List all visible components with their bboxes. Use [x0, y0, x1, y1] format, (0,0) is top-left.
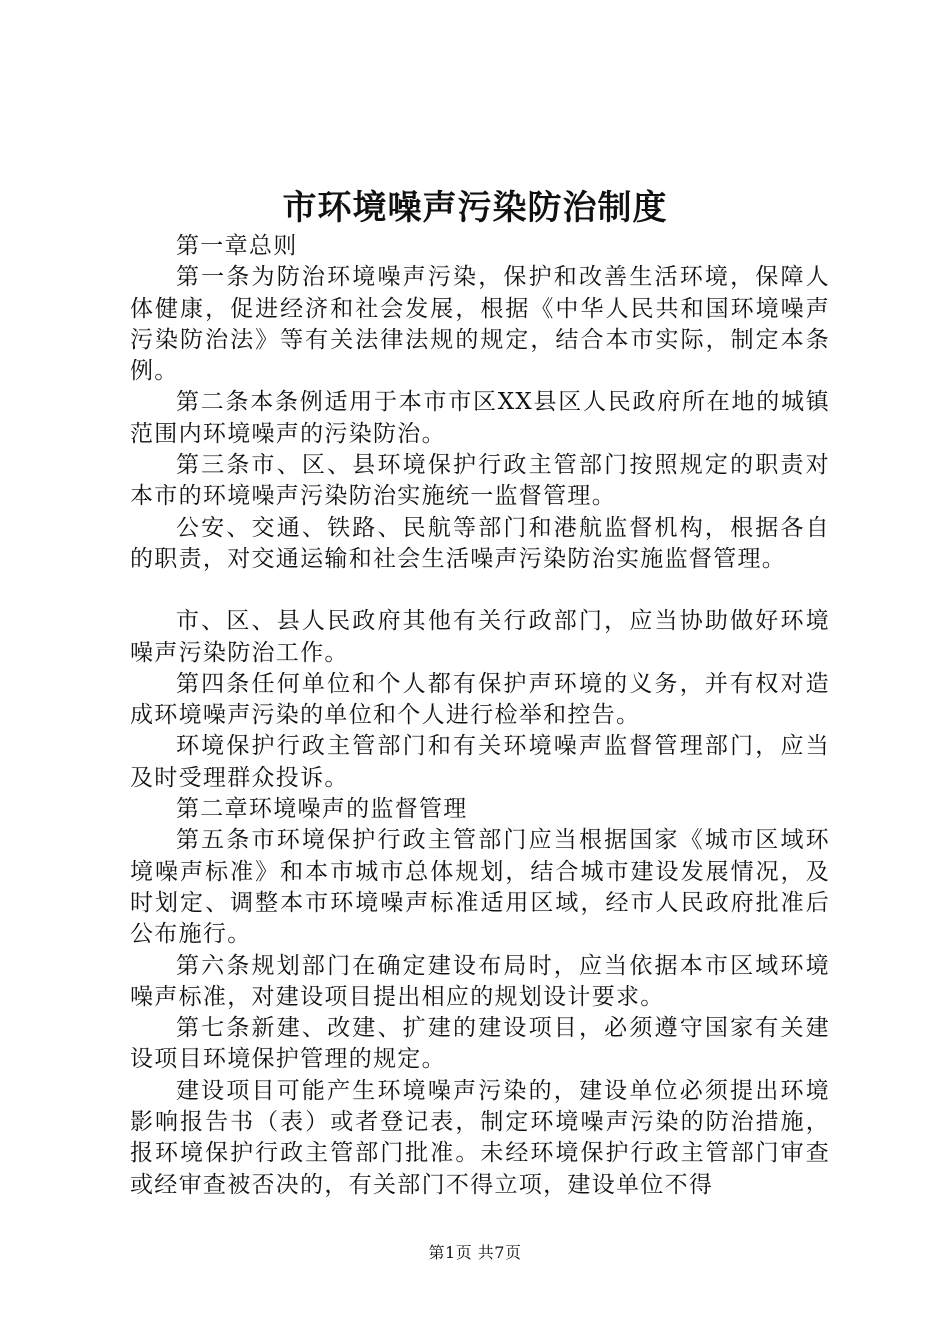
article-paragraph: 第一条为防治环境噪声污染，保护和改善生活环境，保障人体健康，促进经济和社会发展，根据《中华人民共和国环境噪声污染防治法》等有关法律法规的规定，结合本市实际，制定本条例。: [130, 264, 830, 385]
article-paragraph: 第七条新建、改建、扩建的建设项目，必须遵守国家有关建设项目环境保护管理的规定。: [130, 1015, 830, 1073]
document-title: 市环境噪声污染防治制度: [282, 188, 668, 228]
article-paragraph: 市、区、县人民政府其他有关行政部门，应当协助做好环境噪声污染防治工作。: [130, 608, 830, 666]
page-number-footer: 第1页 共7页: [428, 1243, 522, 1262]
article-paragraph: 公安、交通、铁路、民航等部门和港航监督机构，根据各自的职责，对交通运输和社会生活噪声污染防治实施监督管理。: [130, 514, 830, 572]
article-paragraph: 第四条任何单位和个人都有保护声环境的义务，并有权对造成环境噪声污染的单位和个人进行检举和控告。: [130, 670, 830, 729]
article-paragraph: 环境保护行政主管部门和有关环境噪声监督管理部门，应当及时受理群众投诉。: [130, 733, 830, 791]
blank-line: [130, 575, 830, 606]
article-paragraph: 第五条市环境保护行政主管部门应当根据国家《城市区域环境噪声标准》和本市城市总体规划，结合城市建设发展情况，及时划定、调整本市环境噪声标准适用区域，经市人民政府批准后公布施行。: [130, 827, 830, 948]
chapter-heading: 第一章总则: [176, 233, 298, 259]
article-paragraph: 第六条规划部门在确定建设布局时，应当依据本市区域环境噪声标准，对建设项目提出相应的规划设计要求。: [130, 952, 830, 1010]
article-paragraph: 建设项目可能产生环境噪声污染的，建设单位必须提出环境影响报告书（表）或者登记表，制定环境噪声污染的防治措施，报环境保护行政主管部门批准。未经环境保护行政主管部门审查或经审查被否决的，有关部门不得立项，建设单位不得: [130, 1077, 830, 1198]
chapter-heading: 第二章环境噪声的监督管理: [176, 796, 468, 823]
article-paragraph: 第二条本条例适用于本市市区XX县区人民政府所在地的城镇范围内环境噪声的污染防治。: [130, 389, 830, 447]
article-paragraph: 第三条市、区、县环境保护行政主管部门按照规定的职责对本市的环境噪声污染防治实施统一监督管理。: [130, 452, 830, 510]
document-body: [130, 231, 830, 1201]
